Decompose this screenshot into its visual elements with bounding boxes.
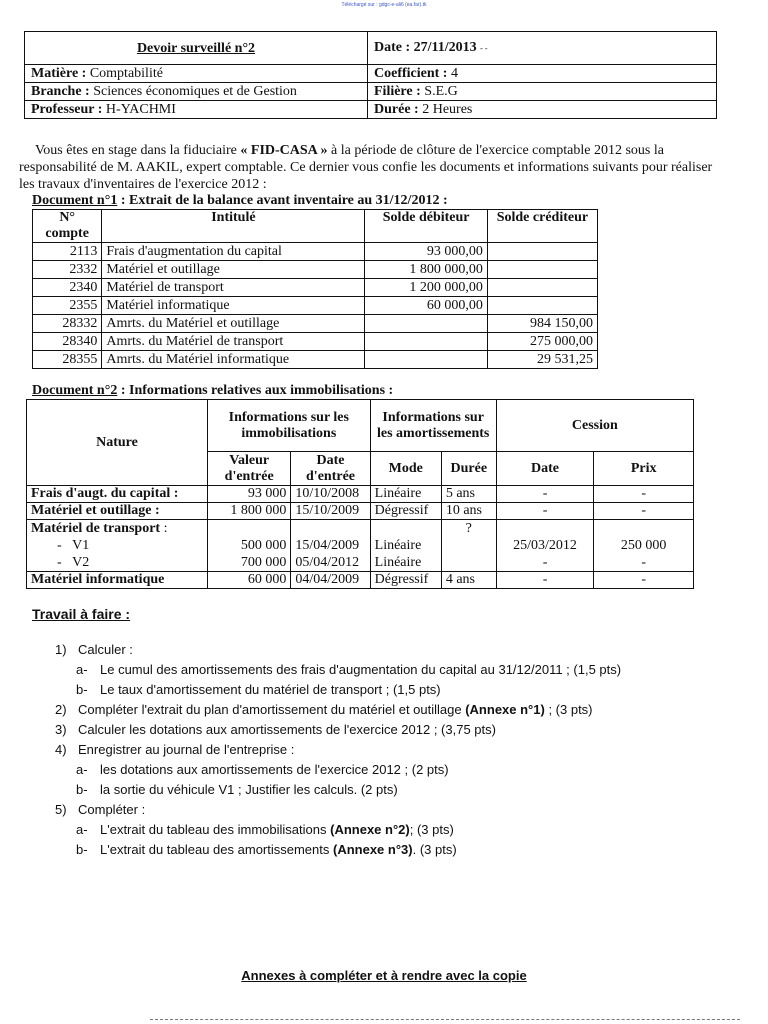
table-row: Matériel informatique 60 000 04/04/2009 Dégressif 4 ans - - xyxy=(27,572,694,589)
balance-table xyxy=(32,209,598,369)
list-item: 5) Compléter : xyxy=(55,802,146,817)
table-row: Frais d'augt. du capital : 93 000 10/10/2008 Linéaire 5 ans - - xyxy=(27,486,694,503)
list-item: 3) Calculer les dotations aux amortissements de l'exercice 2012 ; (3,75 pts) xyxy=(55,722,496,737)
col-group-cession: Cession xyxy=(496,400,693,452)
table-row: 2332 Matériel et outillage 1 800 000,00 xyxy=(33,261,598,279)
col-duree: Durée xyxy=(441,452,496,486)
col-cession-date: Date xyxy=(496,452,594,486)
list-item: a- Le cumul des amortissements des frais d'augmentation du capital au 31/12/2011 ; (1,5 pts) xyxy=(76,662,622,677)
col-nature: Nature xyxy=(27,400,208,486)
table-row: 2340 Matériel de transport 1 200 000,00 xyxy=(33,279,598,297)
tasks-heading: Travail à faire : xyxy=(32,606,131,622)
download-source-note: Téléchargé sur : gdgc-e-ali6 (ea.far).tk xyxy=(341,2,427,8)
col-valeur-entree: Valeur d'entrée xyxy=(207,452,290,486)
matiere-cell: Matière : Comptabilité xyxy=(25,65,368,83)
tasks-section xyxy=(32,606,732,860)
list-item: 4) Enregistrer au journal de l'entreprise : xyxy=(55,742,295,757)
list-item: a- les dotations aux amortissements de l'exercice 2012 ; (2 pts) xyxy=(76,762,449,777)
col-group-amortissements: Informations sur les amortissements xyxy=(370,400,496,452)
coefficient-cell: Coefficient : 4 xyxy=(368,65,717,83)
list-item: b- Le taux d'amortissement du matériel de transport ; (1,5 pts) xyxy=(76,682,441,697)
annex-note: Annexes à compléter et à rendre avec la copie xyxy=(241,968,527,983)
list-item: 2) Compléter l'extrait du plan d'amortissement du matériel et outillage (Annexe n°1) ; (3 pts) xyxy=(55,702,593,717)
exam-title: Devoir surveillé n°2 xyxy=(25,32,368,65)
immobilisations-table xyxy=(26,399,694,589)
table-row-transport: Matériel de transport : - V1 - V2 500 000 700 000 15/04/2009 05/04/2012 Linéaire Linéaire ? 25/03/2012 - 250 000 - xyxy=(27,520,694,572)
table-row: Matériel et outillage : 1 800 000 15/10/2009 Dégressif 10 ans - - xyxy=(27,503,694,520)
col-intitule: Intitulé xyxy=(102,210,365,243)
table-row: 28332 Amrts. du Matériel et outillage 984 150,00 xyxy=(33,315,598,333)
exam-date: Date : 27/11/2013 - - xyxy=(368,32,717,65)
col-mode: Mode xyxy=(370,452,441,486)
footer-divider xyxy=(150,1019,740,1020)
col-num-compte: N° compte xyxy=(33,210,102,243)
table-row: 2355 Matériel informatique 60 000,00 xyxy=(33,297,598,315)
document-2-title: Document n°2 : Informations relatives aux immobilisations : xyxy=(32,383,394,398)
professeur-cell: Professeur : H-YACHMI xyxy=(25,101,368,119)
branche-cell: Branche : Sciences économiques et de Gestion xyxy=(25,83,368,101)
col-cession-prix: Prix xyxy=(594,452,694,486)
col-solde-debiteur: Solde débiteur xyxy=(365,210,487,243)
list-item: b- L'extrait du tableau des amortissements (Annexe n°3). (3 pts) xyxy=(76,842,457,857)
list-item: b- la sortie du véhicule V1 ; Justifier les calculs. (2 pts) xyxy=(76,782,398,797)
col-solde-crediteur: Solde créditeur xyxy=(487,210,597,243)
table-row: 28355 Amrts. du Matériel informatique 29 531,25 xyxy=(33,351,598,369)
filiere-cell: Filière : S.E.G xyxy=(368,83,717,101)
col-date-entree: Date d'entrée xyxy=(291,452,370,486)
document-1-title: Document n°1 : Extrait de la balance avant inventaire au 31/12/2012 : xyxy=(32,193,448,208)
table-row: 2113 Frais d'augmentation du capital 93 000,00 xyxy=(33,243,598,261)
duree-cell: Durée : 2 Heures xyxy=(368,101,717,119)
col-group-immobilisations: Informations sur les immobilisations xyxy=(207,400,370,452)
table-row: 28340 Amrts. du Matériel de transport 275 000,00 xyxy=(33,333,598,351)
list-item: a- L'extrait du tableau des immobilisations (Annexe n°2); (3 pts) xyxy=(76,822,454,837)
list-item: 1) Calculer : xyxy=(55,642,133,657)
intro-paragraph: Vous êtes en stage dans la fiduciaire « FID-CASA » à la période de clôture de l'exercice comptable 2012 sous la responsabilité de M. AAKIL, expert comptable. Ce dernier vous confie les documents et informations suivants pour réaliser les travaux d'inventaires de l'exercice 2012 : xyxy=(19,143,713,192)
exam-header-table xyxy=(24,31,717,119)
